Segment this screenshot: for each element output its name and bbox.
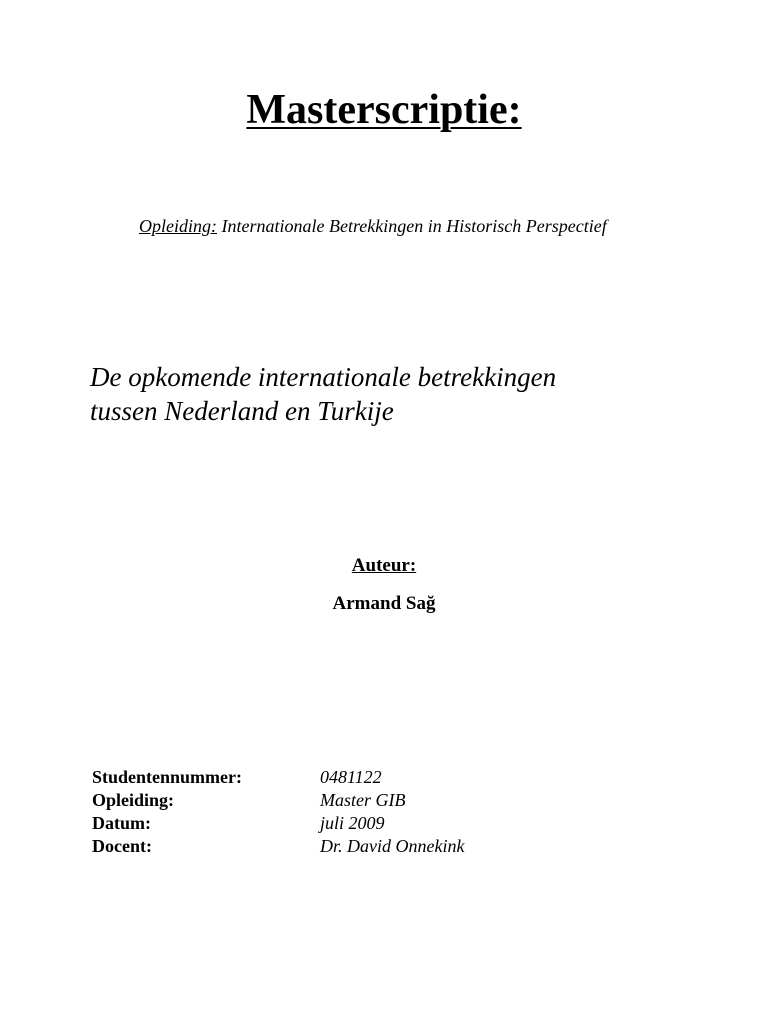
details-table: [92, 766, 464, 858]
details-row-date: [92, 812, 464, 835]
details-row-supervisor: [92, 835, 464, 858]
program-label: Opleiding:: [139, 216, 217, 236]
details-key: Studentennummer:: [92, 767, 243, 787]
details-value: juli 2009: [320, 813, 385, 833]
thesis-title-line-1: De opkomende internationale betrekkingen: [90, 362, 557, 392]
program-value: Internationale Betrekkingen in Historisch Perspectief: [217, 216, 607, 236]
details-value: Dr. David Onnekink: [320, 836, 465, 856]
program-line: [139, 216, 607, 237]
details-value: 0481122: [320, 767, 382, 787]
page-title: Masterscriptie:: [246, 87, 522, 133]
thesis-title-line-2: tussen Nederland en Turkije: [90, 396, 394, 426]
details-row-student-number: [92, 766, 464, 789]
details-value: Master GIB: [320, 790, 406, 810]
details-key: Docent:: [92, 836, 152, 856]
details-row-program: [92, 789, 464, 812]
author-block: [0, 553, 768, 617]
thesis-title: [90, 360, 710, 428]
details-key: Opleiding:: [92, 790, 175, 810]
details-key: Datum:: [92, 813, 151, 833]
author-name: Armand Sağ: [332, 593, 436, 614]
author-label: Auteur:: [351, 555, 417, 576]
